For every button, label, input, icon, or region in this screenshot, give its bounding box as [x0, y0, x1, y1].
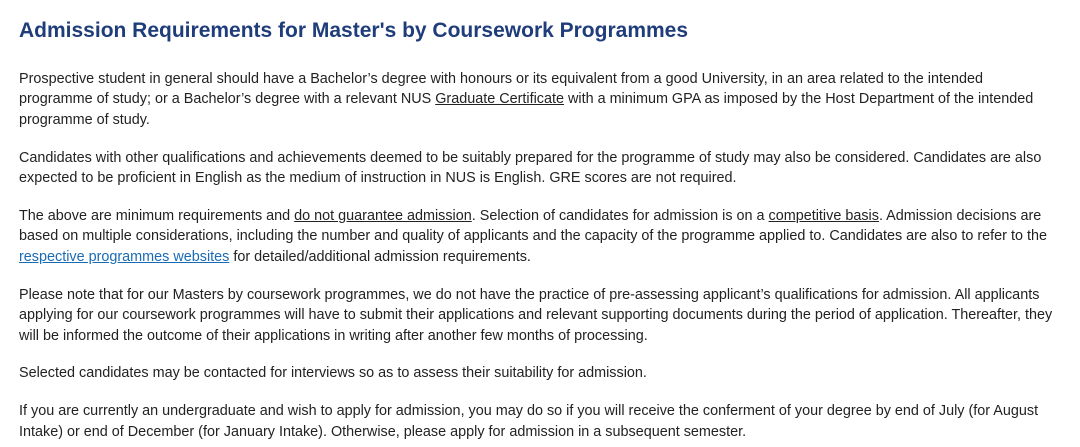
paragraph-text: Prospective student in general should have a Bachelor’s degree with honours or its equivalent from a good University, in an area related to the intended programme of study; or a Bachelor’s degree with a relevant NUS: [19, 71, 983, 108]
paragraph-text: . Selection of candidates for admission is on a: [471, 208, 769, 225]
main-content: [19, 69, 1060, 442]
paragraph-text: The above are minimum requirements and: [19, 208, 295, 225]
competitive-basis-link[interactable]: competitive basis: [768, 208, 879, 225]
paragraph-undergraduate: If you are currently an undergraduate and wish to apply for admission, you may do so if you will receive the conferment of your degree by end of July (for August Intake) or end of December (for January Intake). Otherwise, please apply for admission in a subsequent semester.: [19, 403, 1039, 440]
paragraph-text: for detailed/additional admission requirements.: [229, 248, 531, 265]
paragraph-text: with a minimum GPA as imposed by the Host Department of the intended programme of study.: [19, 91, 1034, 128]
no-guarantee-admission-link[interactable]: do not guarantee admission: [294, 208, 472, 225]
paragraph-other-qualifications: Candidates with other qualifications and achievements deemed to be suitably prepared for the programme of study may also be considered. Candidates are also expected to be proficient in English as the medium of instruction in NUS is English. GRE scores are not required.: [19, 149, 1042, 187]
paragraph-minimum-requirements: [19, 206, 1060, 267]
paragraph-text: . Admission decisions are based on multiple considerations, including the number and quality of applicants and the capacity of the programme applied to. Candidates are also to refer to the: [19, 208, 1047, 245]
programmes-websites-link[interactable]: respective programmes websites: [19, 248, 230, 265]
page-title: Admission Requirements for Master's by Coursework Programmes: [19, 19, 689, 42]
paragraph-degree-requirement: [19, 69, 1060, 130]
paragraph-interviews: Selected candidates may be contacted for interviews so as to assess their suitability for admission.: [19, 365, 647, 382]
graduate-certificate-link[interactable]: Graduate Certificate: [435, 91, 564, 108]
paragraph-pre-assessment: Please note that for our Masters by coursework programmes, we do not have the practice of pre-assessing applicant’s qualifications for admission. All applicants applying for our coursework programmes will have to submit their applications and relevant supporting documents during the period of application. Thereafter, they will be informed the outcome of their applications in writing after another few months of processing.: [19, 286, 1053, 344]
